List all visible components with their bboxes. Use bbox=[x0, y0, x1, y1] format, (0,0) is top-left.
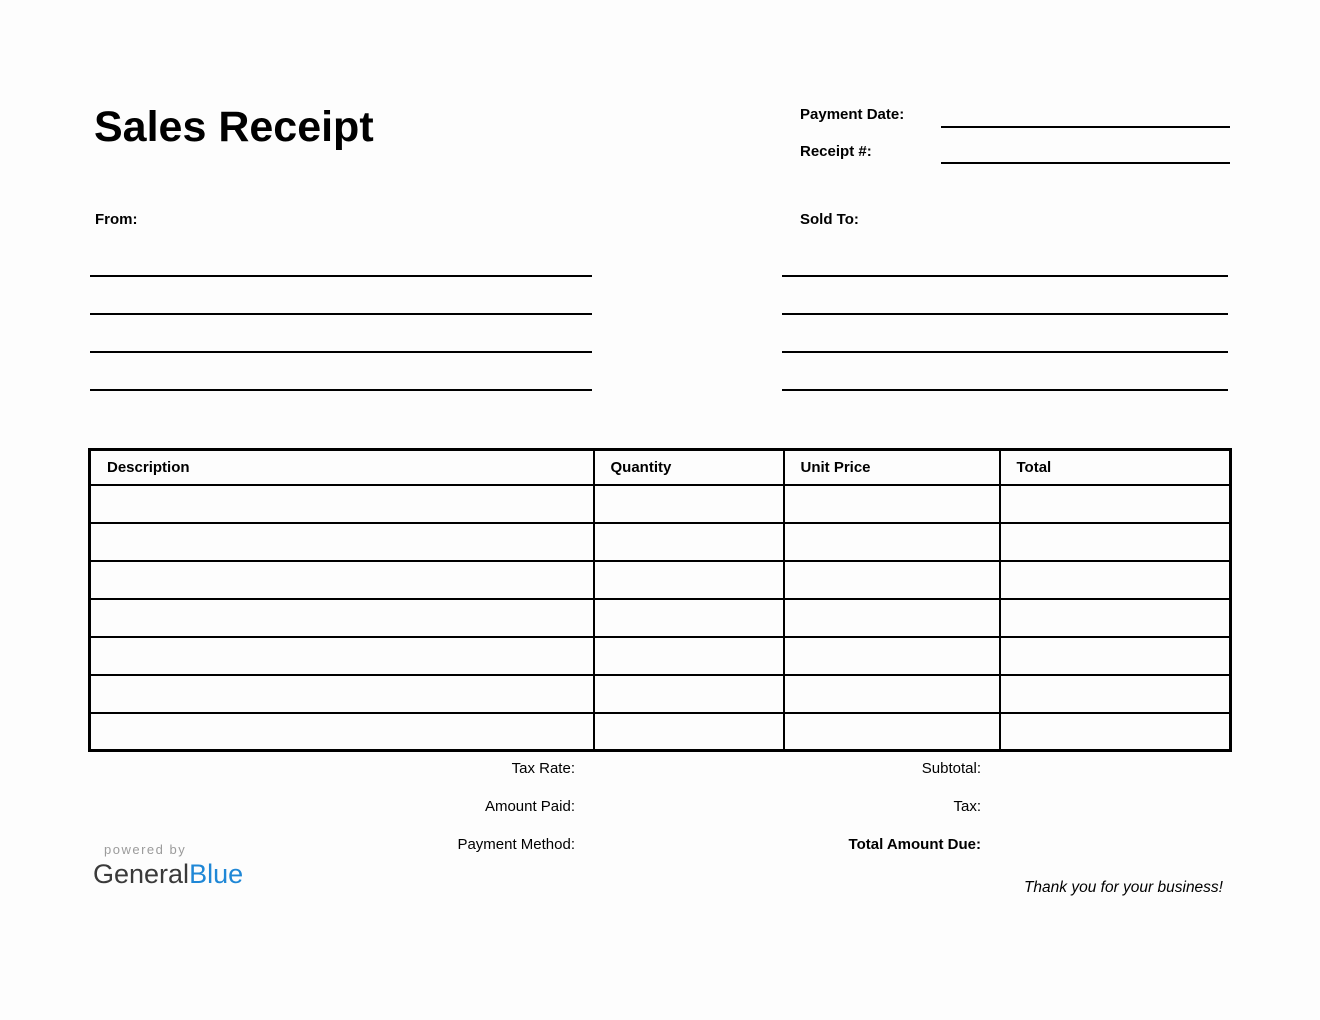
column-header-quantity: Quantity bbox=[594, 450, 784, 485]
table-cell bbox=[784, 561, 1000, 599]
table-cell bbox=[784, 599, 1000, 637]
powered-by-text: powered by bbox=[104, 842, 187, 857]
line-items-table bbox=[88, 448, 1232, 752]
column-header-total: Total bbox=[1000, 450, 1231, 485]
table-cell bbox=[90, 713, 594, 751]
table-cell bbox=[90, 675, 594, 713]
table-row bbox=[90, 675, 1231, 713]
table-row bbox=[90, 637, 1231, 675]
table-cell bbox=[594, 675, 784, 713]
table-cell bbox=[90, 637, 594, 675]
table-cell bbox=[594, 713, 784, 751]
table-cell bbox=[1000, 485, 1231, 523]
column-header-description: Description bbox=[90, 450, 594, 485]
table-cell bbox=[784, 637, 1000, 675]
table-cell bbox=[1000, 675, 1231, 713]
table-row bbox=[90, 485, 1231, 523]
table-cell bbox=[90, 523, 594, 561]
sold-to-label: Sold To: bbox=[800, 211, 859, 228]
table-header-row bbox=[90, 450, 1231, 485]
table-cell bbox=[90, 561, 594, 599]
table-cell bbox=[90, 485, 594, 523]
table-cell bbox=[1000, 637, 1231, 675]
payment-date-blank-line bbox=[941, 126, 1230, 128]
table-cell bbox=[1000, 713, 1231, 751]
payment-method-label: Payment Method: bbox=[457, 836, 575, 853]
payment-date-label: Payment Date: bbox=[800, 106, 905, 123]
items-table-body bbox=[90, 485, 1231, 751]
table-cell bbox=[594, 523, 784, 561]
table-cell bbox=[784, 675, 1000, 713]
from-blank-line bbox=[90, 275, 592, 277]
sold-to-blank-line bbox=[782, 313, 1228, 315]
table-cell bbox=[1000, 523, 1231, 561]
table-row bbox=[90, 561, 1231, 599]
from-blank-line bbox=[90, 313, 592, 315]
table-cell bbox=[90, 599, 594, 637]
total-amount-due-label: Total Amount Due: bbox=[848, 836, 981, 853]
receipt-number-blank-line bbox=[941, 162, 1230, 164]
tax-label: Tax: bbox=[953, 798, 981, 815]
table-cell bbox=[594, 561, 784, 599]
general-blue-logo bbox=[93, 858, 243, 890]
table-cell bbox=[594, 637, 784, 675]
sold-to-blank-line bbox=[782, 389, 1228, 391]
table-row bbox=[90, 713, 1231, 751]
table-cell bbox=[594, 599, 784, 637]
table-row bbox=[90, 523, 1231, 561]
page-title: Sales Receipt bbox=[94, 103, 374, 151]
sold-to-blank-line bbox=[782, 275, 1228, 277]
table-cell bbox=[1000, 599, 1231, 637]
logo-text-blue: Blue bbox=[189, 859, 244, 889]
amount-paid-label: Amount Paid: bbox=[484, 798, 575, 815]
table-cell bbox=[1000, 561, 1231, 599]
thank-you-message: Thank you for your business! bbox=[1023, 879, 1223, 896]
column-header-unit-price: Unit Price bbox=[784, 450, 1000, 485]
table-row bbox=[90, 599, 1231, 637]
tax-rate-label: Tax Rate: bbox=[511, 760, 575, 777]
receipt-number-label: Receipt #: bbox=[800, 143, 872, 160]
from-label: From: bbox=[95, 211, 138, 228]
table-cell bbox=[594, 485, 784, 523]
table-cell bbox=[784, 523, 1000, 561]
from-blank-line bbox=[90, 389, 592, 391]
table-cell bbox=[784, 713, 1000, 751]
subtotal-label: Subtotal: bbox=[921, 760, 981, 777]
sold-to-blank-line bbox=[782, 351, 1228, 353]
logo-text-general: General bbox=[93, 859, 190, 889]
table-cell bbox=[784, 485, 1000, 523]
from-blank-line bbox=[90, 351, 592, 353]
